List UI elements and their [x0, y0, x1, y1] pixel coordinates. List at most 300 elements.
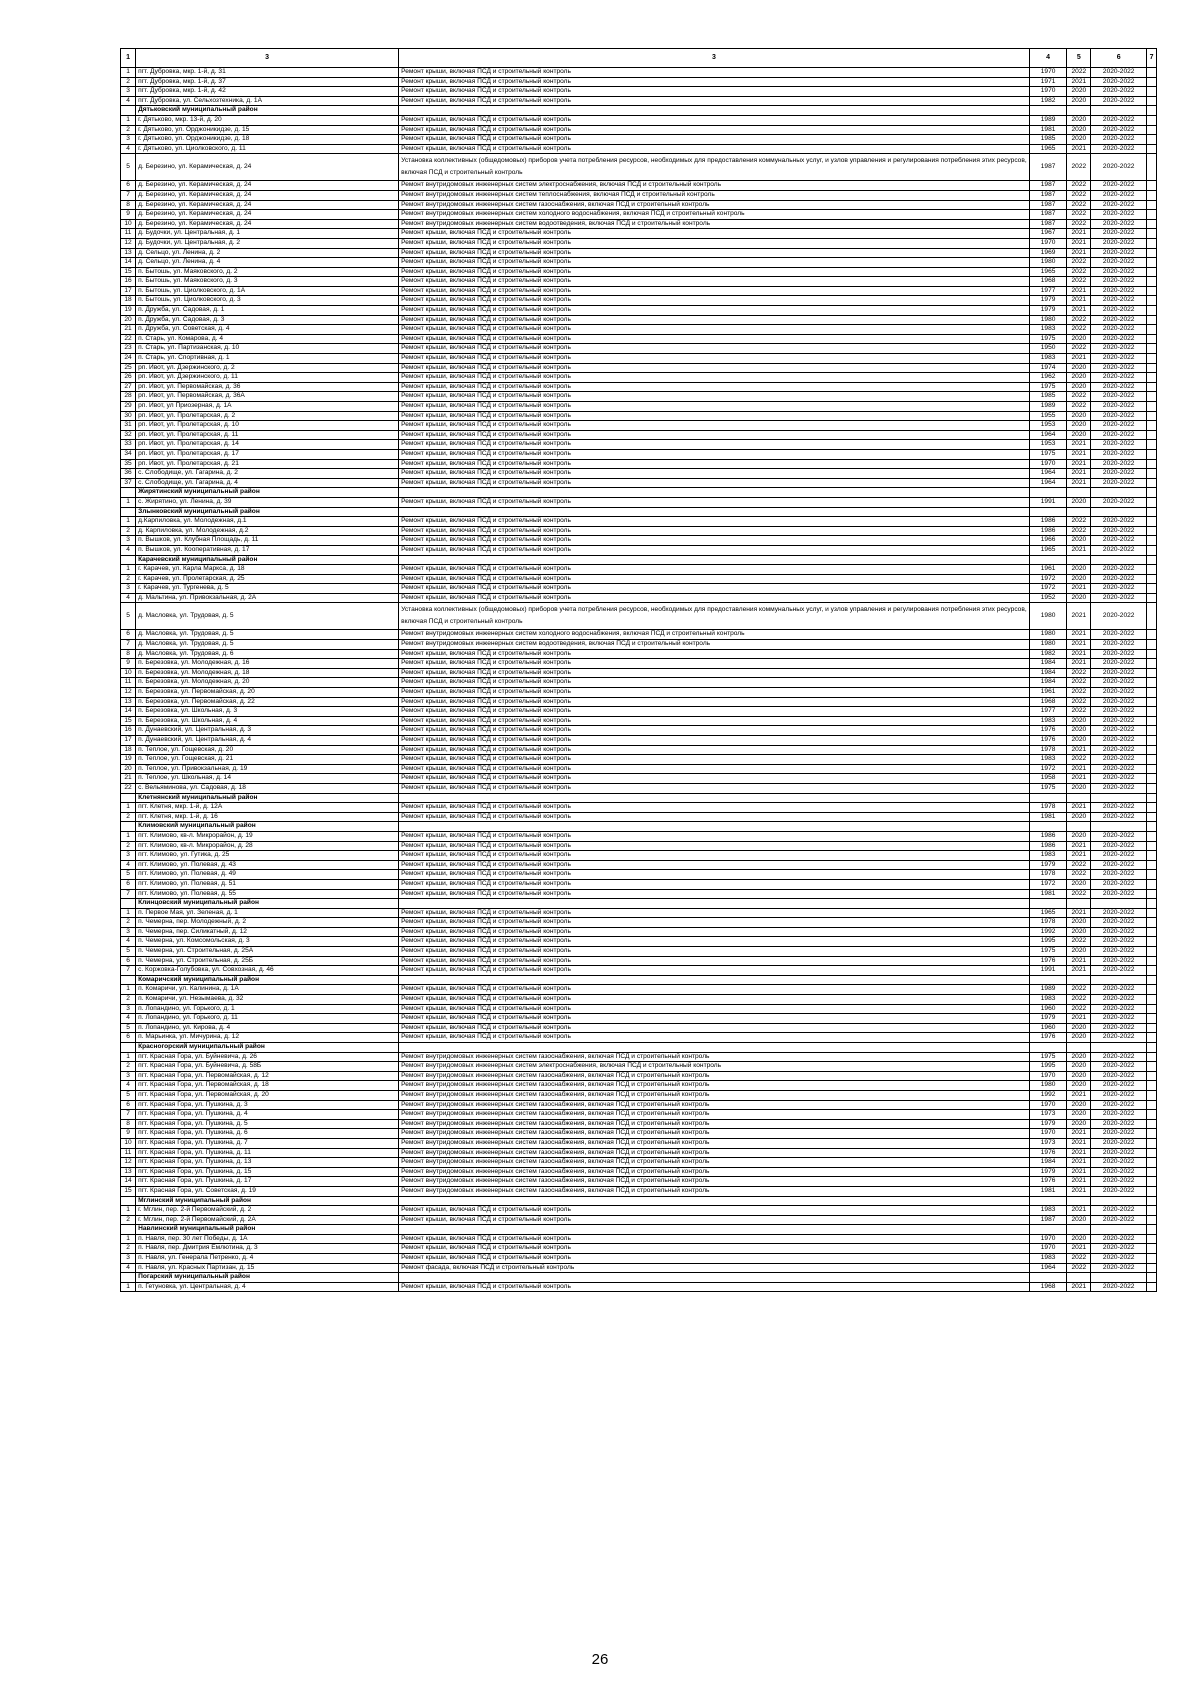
work-type: Ремонт крыши, включая ПСД и строительный контроль — [399, 1254, 1030, 1264]
col-7-cell — [1147, 659, 1157, 669]
row-number: 31 — [121, 421, 136, 431]
period: 2020-2022 — [1091, 1186, 1147, 1196]
district-blank — [1029, 975, 1067, 985]
col-7-cell — [1147, 96, 1157, 106]
year-planned: 2021 — [1067, 774, 1091, 784]
row-number: 2 — [121, 1062, 136, 1072]
year-built: 1987 — [1029, 219, 1067, 229]
row-number: 24 — [121, 354, 136, 364]
address: рп. Ивот, ул. Пролетарская, д. 14 — [136, 440, 399, 450]
row-number: 2 — [121, 1215, 136, 1225]
row-number: 16 — [121, 277, 136, 287]
work-type: Ремонт крыши, включая ПСД и строительный контроль — [399, 860, 1030, 870]
year-planned: 2022 — [1067, 190, 1091, 200]
col-7-cell — [1147, 668, 1157, 678]
period: 2020-2022 — [1091, 1158, 1147, 1168]
table-row — [121, 1033, 1157, 1043]
row-number: 10 — [121, 219, 136, 229]
col-7-cell — [1147, 258, 1157, 268]
col-7-cell — [1147, 831, 1157, 841]
work-type: Ремонт крыши, включая ПСД и строительный контроль — [399, 995, 1030, 1005]
table-row — [121, 248, 1157, 258]
table-row — [121, 144, 1157, 154]
year-planned: 2022 — [1067, 344, 1091, 354]
col-7-cell — [1147, 1071, 1157, 1081]
year-built: 1965 — [1029, 267, 1067, 277]
work-type: Ремонт крыши, включая ПСД и строительный контроль — [399, 889, 1030, 899]
period: 2020-2022 — [1091, 659, 1147, 669]
row-number: 34 — [121, 449, 136, 459]
period: 2020-2022 — [1091, 1244, 1147, 1254]
table-row — [121, 296, 1157, 306]
col-7-cell — [1147, 736, 1157, 746]
year-built: 1972 — [1029, 584, 1067, 594]
year-built: 1970 — [1029, 459, 1067, 469]
year-built: 1987 — [1029, 210, 1067, 220]
col-7-cell — [1147, 77, 1157, 87]
year-built: 1969 — [1029, 248, 1067, 258]
row-number: 33 — [121, 440, 136, 450]
period: 2020-2022 — [1091, 774, 1147, 784]
work-type: Ремонт крыши, включая ПСД и строительный контроль — [399, 870, 1030, 880]
year-planned: 2021 — [1067, 841, 1091, 851]
row-number: 4 — [121, 1014, 136, 1024]
district-row — [121, 488, 1157, 498]
year-planned: 2022 — [1067, 1254, 1091, 1264]
row-number: 3 — [121, 584, 136, 594]
year-built: 1983 — [1029, 851, 1067, 861]
col-7-cell — [1147, 87, 1157, 97]
work-type: Ремонт внутридомовых инженерных систем газоснабжения, включая ПСД и строительный контроль — [399, 1148, 1030, 1158]
year-planned: 2021 — [1067, 1148, 1091, 1158]
address: п. Навля, ул. Генерала Петренко, д. 4 — [136, 1254, 399, 1264]
address: рп. Ивот, ул. Дзержинского, д. 11 — [136, 373, 399, 383]
row-number: 2 — [121, 526, 136, 536]
district-blank — [1067, 555, 1091, 565]
period: 2020-2022 — [1091, 947, 1147, 957]
year-built: 1976 — [1029, 736, 1067, 746]
address: п. Дунаевский, ул. Центральная, д. 4 — [136, 736, 399, 746]
district-blank — [1091, 555, 1147, 565]
table-body — [121, 49, 1157, 1292]
period: 2020-2022 — [1091, 77, 1147, 87]
table-row — [121, 363, 1157, 373]
table-row — [121, 860, 1157, 870]
district-blank — [121, 975, 136, 985]
address: пгт. Климово, ул. Полевая, д. 51 — [136, 879, 399, 889]
header-col-5: 5 — [1067, 49, 1091, 68]
table-row — [121, 1014, 1157, 1024]
year-planned: 2022 — [1067, 68, 1091, 78]
row-number: 6 — [121, 181, 136, 191]
work-type: Ремонт внутридомовых инженерных систем газоснабжения, включая ПСД и строительный контроль — [399, 1081, 1030, 1091]
work-type: Ремонт крыши, включая ПСД и строительный контроль — [399, 707, 1030, 717]
year-built: 1992 — [1029, 1090, 1067, 1100]
year-planned: 2020 — [1067, 593, 1091, 603]
year-built: 1989 — [1029, 985, 1067, 995]
year-built: 1984 — [1029, 668, 1067, 678]
table-row — [121, 783, 1157, 793]
period: 2020-2022 — [1091, 1206, 1147, 1216]
district-blank — [121, 488, 136, 498]
work-type: Ремонт крыши, включая ПСД и строительный контроль — [399, 536, 1030, 546]
year-built: 1976 — [1029, 1148, 1067, 1158]
col-7-cell — [1147, 947, 1157, 957]
row-number: 4 — [121, 1081, 136, 1091]
district-blank — [1067, 1225, 1091, 1235]
address: пгт. Дубровка, мкр. 1-й, д. 37 — [136, 77, 399, 87]
work-type: Ремонт внутридомовых инженерных систем газоснабжения, включая ПСД и строительный контроль — [399, 1186, 1030, 1196]
district-blank — [1067, 793, 1091, 803]
year-planned: 2020 — [1067, 363, 1091, 373]
year-planned: 2020 — [1067, 1110, 1091, 1120]
year-built: 1970 — [1029, 68, 1067, 78]
period: 2020-2022 — [1091, 889, 1147, 899]
work-type: Ремонт крыши, включая ПСД и строительный контроль — [399, 1215, 1030, 1225]
row-number: 35 — [121, 459, 136, 469]
table-row — [121, 1158, 1157, 1168]
district-name: Карачевский муниципальный район — [136, 555, 399, 565]
col-7-cell — [1147, 219, 1157, 229]
district-name: Красногорский муниципальный район — [136, 1043, 399, 1053]
year-planned: 2022 — [1067, 277, 1091, 287]
year-planned: 2021 — [1067, 630, 1091, 640]
year-planned: 2021 — [1067, 764, 1091, 774]
work-type: Ремонт крыши, включая ПСД и строительный контроль — [399, 726, 1030, 736]
work-type: Ремонт крыши, включая ПСД и строительный контроль — [399, 430, 1030, 440]
col-7-cell — [1147, 190, 1157, 200]
row-number: 6 — [121, 630, 136, 640]
year-built: 1968 — [1029, 277, 1067, 287]
year-planned: 2021 — [1067, 1167, 1091, 1177]
period: 2020-2022 — [1091, 649, 1147, 659]
row-number: 1 — [121, 1282, 136, 1292]
year-built: 1976 — [1029, 726, 1067, 736]
district-row — [121, 555, 1157, 565]
row-number: 7 — [121, 889, 136, 899]
year-planned: 2021 — [1067, 1244, 1091, 1254]
year-built: 1991 — [1029, 966, 1067, 976]
row-number: 26 — [121, 373, 136, 383]
table-row — [121, 1138, 1157, 1148]
work-type: Ремонт крыши, включая ПСД и строительный контроль — [399, 985, 1030, 995]
period: 2020-2022 — [1091, 144, 1147, 154]
col-7-cell — [1147, 584, 1157, 594]
year-built: 1987 — [1029, 154, 1067, 181]
work-type: Ремонт крыши, включая ПСД и строительный контроль — [399, 545, 1030, 555]
district-blank — [121, 1273, 136, 1283]
table-row — [121, 937, 1157, 947]
period: 2020-2022 — [1091, 736, 1147, 746]
row-number: 4 — [121, 593, 136, 603]
district-blank — [399, 555, 1030, 565]
work-type: Ремонт крыши, включая ПСД и строительный контроль — [399, 745, 1030, 755]
year-planned: 2021 — [1067, 459, 1091, 469]
col-7-cell — [1147, 1215, 1157, 1225]
table-row — [121, 478, 1157, 488]
work-type: Ремонт крыши, включая ПСД и строительный контроль — [399, 87, 1030, 97]
col-7-cell — [1147, 1119, 1157, 1129]
table-row — [121, 373, 1157, 383]
address: п. Старь, ул. Комарова, д. 4 — [136, 334, 399, 344]
work-type: Ремонт крыши, включая ПСД и строительный контроль — [399, 459, 1030, 469]
period: 2020-2022 — [1091, 363, 1147, 373]
col-7-cell — [1147, 1004, 1157, 1014]
col-7-cell — [1147, 1081, 1157, 1091]
table-row — [121, 430, 1157, 440]
year-planned: 2021 — [1067, 1014, 1091, 1024]
work-type: Ремонт крыши, включая ПСД и строительный контроль — [399, 421, 1030, 431]
year-planned: 2022 — [1067, 889, 1091, 899]
table-row — [121, 755, 1157, 765]
year-planned: 2021 — [1067, 77, 1091, 87]
work-type: Ремонт внутридомовых инженерных систем газоснабжения, включая ПСД и строительный контроль — [399, 1100, 1030, 1110]
period: 2020-2022 — [1091, 478, 1147, 488]
col-7-cell — [1147, 125, 1157, 135]
year-planned: 2021 — [1067, 603, 1091, 630]
col-7-cell — [1147, 688, 1157, 698]
row-number: 1 — [121, 115, 136, 125]
year-planned: 2020 — [1067, 1023, 1091, 1033]
year-planned: 2021 — [1067, 238, 1091, 248]
work-type: Ремонт крыши, включая ПСД и строительный контроль — [399, 354, 1030, 364]
col-7-cell — [1147, 421, 1157, 431]
district-row — [121, 106, 1157, 116]
district-blank — [1091, 106, 1147, 116]
work-type: Ремонт внутридомовых инженерных систем холодного водоснабжения, включая ПСД и строительный контроль — [399, 210, 1030, 220]
year-planned: 2022 — [1067, 697, 1091, 707]
table-row — [121, 659, 1157, 669]
address: рп. Ивот, ул. Пролетарская, д. 21 — [136, 459, 399, 469]
table-row — [121, 267, 1157, 277]
table-row — [121, 344, 1157, 354]
address: п. Лопандино, ул. Горького, д. 11 — [136, 1014, 399, 1024]
period: 2020-2022 — [1091, 115, 1147, 125]
col-7-cell — [1147, 889, 1157, 899]
col-7-cell — [1147, 135, 1157, 145]
work-type: Ремонт внутридомовых инженерных систем холодного водоснабжения, включая ПСД и строительный контроль — [399, 630, 1030, 640]
year-built: 1970 — [1029, 1100, 1067, 1110]
table-row — [121, 1110, 1157, 1120]
period: 2020-2022 — [1091, 200, 1147, 210]
year-built: 1983 — [1029, 995, 1067, 1005]
header-col-2: 3 — [136, 49, 399, 68]
row-number: 25 — [121, 363, 136, 373]
table-row — [121, 630, 1157, 640]
district-blank — [1091, 1225, 1147, 1235]
header-col-6: 6 — [1091, 49, 1147, 68]
col-7-cell — [1147, 334, 1157, 344]
period: 2020-2022 — [1091, 1119, 1147, 1129]
work-type: Ремонт внутридомовых инженерных систем электроснабжения, включая ПСД и строительный контроль — [399, 181, 1030, 191]
year-planned: 2020 — [1067, 1100, 1091, 1110]
address: п. Березовка, ул. Молодежная, д. 16 — [136, 659, 399, 669]
address: пгт. Климово, кв-л. Микрорайон, д. 19 — [136, 831, 399, 841]
col-7-cell — [1147, 68, 1157, 78]
table-row — [121, 851, 1157, 861]
col-7-cell — [1147, 115, 1157, 125]
year-built: 1980 — [1029, 1081, 1067, 1091]
period: 2020-2022 — [1091, 248, 1147, 258]
table-row — [121, 966, 1157, 976]
district-row — [121, 1196, 1157, 1206]
period: 2020-2022 — [1091, 593, 1147, 603]
table-row — [121, 354, 1157, 364]
period: 2020-2022 — [1091, 125, 1147, 135]
address: пгт. Красная Гора, ул. Пушкина, д. 4 — [136, 1110, 399, 1120]
work-type: Ремонт крыши, включая ПСД и строительный контроль — [399, 96, 1030, 106]
work-type: Ремонт внутридомовых инженерных систем газоснабжения, включая ПСД и строительный контроль — [399, 1071, 1030, 1081]
col-7-cell — [1147, 1186, 1157, 1196]
table-row — [121, 831, 1157, 841]
year-planned: 2020 — [1067, 879, 1091, 889]
address: п. Первое Мая, ул. Зеленая, д. 1 — [136, 908, 399, 918]
col-7-cell — [1147, 382, 1157, 392]
year-planned: 2021 — [1067, 449, 1091, 459]
year-built: 1967 — [1029, 229, 1067, 239]
header-col-1: 1 — [121, 49, 136, 68]
row-number: 30 — [121, 411, 136, 421]
period: 2020-2022 — [1091, 258, 1147, 268]
table-row — [121, 200, 1157, 210]
row-number: 2 — [121, 77, 136, 87]
table-row — [121, 956, 1157, 966]
district-blank — [1029, 1043, 1067, 1053]
address: пгт. Красная Гора, ул. Пушкина, д. 11 — [136, 1148, 399, 1158]
work-type: Ремонт внутридомовых инженерных систем газоснабжения, включая ПСД и строительный контроль — [399, 1119, 1030, 1129]
district-blank — [1029, 488, 1067, 498]
col-7-cell — [1147, 181, 1157, 191]
period: 2020-2022 — [1091, 87, 1147, 97]
table-row — [121, 927, 1157, 937]
work-type: Ремонт крыши, включая ПСД и строительный контроль — [399, 363, 1030, 373]
table-row — [121, 918, 1157, 928]
table-row — [121, 306, 1157, 316]
year-planned: 2020 — [1067, 927, 1091, 937]
work-type: Ремонт крыши, включая ПСД и строительный контроль — [399, 574, 1030, 584]
year-built: 1986 — [1029, 831, 1067, 841]
col-7-cell — [1147, 1177, 1157, 1187]
table-row — [121, 707, 1157, 717]
work-type: Установка коллективных (общедомовых) приборов учета потребления ресурсов, необходимых для предоставления коммунальных услуг, и узлов управления и регулирования потребления этих ресурсов, включая ПСД и строительный контроль — [399, 154, 1030, 181]
work-type: Ремонт крыши, включая ПСД и строительный контроль — [399, 258, 1030, 268]
table-row — [121, 803, 1157, 813]
col-7-cell — [1147, 1033, 1157, 1043]
district-blank — [1029, 555, 1067, 565]
district-blank — [1091, 899, 1147, 909]
table-row — [121, 584, 1157, 594]
period: 2020-2022 — [1091, 382, 1147, 392]
year-built: 1981 — [1029, 812, 1067, 822]
col-7-cell — [1147, 697, 1157, 707]
col-7-cell — [1147, 803, 1157, 813]
row-number: 1 — [121, 1206, 136, 1216]
district-row — [121, 1043, 1157, 1053]
district-blank — [1067, 899, 1091, 909]
row-number: 7 — [121, 640, 136, 650]
address: пгт. Климово, ул. Полевая, д. 49 — [136, 870, 399, 880]
work-type: Ремонт крыши, включая ПСД и строительный контроль — [399, 937, 1030, 947]
year-planned: 2021 — [1067, 469, 1091, 479]
period: 2020-2022 — [1091, 267, 1147, 277]
row-number: 12 — [121, 688, 136, 698]
work-type: Ремонт крыши, включая ПСД и строительный контроль — [399, 478, 1030, 488]
year-built: 1986 — [1029, 517, 1067, 527]
work-type: Ремонт крыши, включая ПСД и строительный контроль — [399, 526, 1030, 536]
year-planned: 2021 — [1067, 229, 1091, 239]
address: д. Березино, ул. Керамическая, д. 24 — [136, 219, 399, 229]
district-blank — [1147, 555, 1157, 565]
address: пгт. Клетня, мкр. 1-й, д. 16 — [136, 812, 399, 822]
address: п. Вышков, ул. Клубная Площадь, д. 11 — [136, 536, 399, 546]
address: пгт. Климово, кв-л. Микрорайон, д. 28 — [136, 841, 399, 851]
district-blank — [399, 488, 1030, 498]
district-blank — [1067, 488, 1091, 498]
year-built: 1976 — [1029, 1033, 1067, 1043]
table-row — [121, 593, 1157, 603]
row-number: 5 — [121, 1090, 136, 1100]
year-planned: 2021 — [1067, 1090, 1091, 1100]
table-row — [121, 764, 1157, 774]
address: г. Карачев, ул. Тургенева, д. 5 — [136, 584, 399, 594]
district-name: Злынковский муниципальный район — [136, 507, 399, 517]
table-row — [121, 258, 1157, 268]
row-number: 4 — [121, 937, 136, 947]
district-blank — [121, 555, 136, 565]
col-7-cell — [1147, 449, 1157, 459]
address: г. Дятьково, ул. Орджоникидзе, д. 18 — [136, 135, 399, 145]
year-built: 1970 — [1029, 238, 1067, 248]
work-type: Ремонт крыши, включая ПСД и строительный контроль — [399, 135, 1030, 145]
year-built: 1953 — [1029, 421, 1067, 431]
year-planned: 2020 — [1067, 947, 1091, 957]
work-type: Ремонт крыши, включая ПСД и строительный контроль — [399, 755, 1030, 765]
address: п. Теплое, ул. Гощевская, д. 20 — [136, 745, 399, 755]
year-built: 1982 — [1029, 649, 1067, 659]
col-7-cell — [1147, 545, 1157, 555]
row-number: 15 — [121, 267, 136, 277]
district-blank — [1067, 106, 1091, 116]
table-row — [121, 812, 1157, 822]
table-row — [121, 392, 1157, 402]
year-built: 1972 — [1029, 764, 1067, 774]
district-blank — [399, 899, 1030, 909]
address: п. Комаричи, ул. Незымаева, д. 32 — [136, 995, 399, 1005]
work-type: Ремонт внутридомовых инженерных систем газоснабжения, включая ПСД и строительный контроль — [399, 1167, 1030, 1177]
col-7-cell — [1147, 354, 1157, 364]
year-planned: 2021 — [1067, 354, 1091, 364]
table-row — [121, 603, 1157, 630]
work-type: Ремонт крыши, включая ПСД и строительный контроль — [399, 716, 1030, 726]
address: п. Старь, ул. Партизанская, д. 10 — [136, 344, 399, 354]
row-number: 7 — [121, 1110, 136, 1120]
year-built: 1991 — [1029, 497, 1067, 507]
district-blank — [399, 1043, 1030, 1053]
table-row — [121, 1004, 1157, 1014]
work-type: Ремонт крыши, включая ПСД и строительный контроль — [399, 1282, 1030, 1292]
work-type: Ремонт крыши, включая ПСД и строительный контроль — [399, 947, 1030, 957]
district-row — [121, 1225, 1157, 1235]
district-blank — [1091, 793, 1147, 803]
table-row — [121, 1244, 1157, 1254]
year-built: 1995 — [1029, 1062, 1067, 1072]
period: 2020-2022 — [1091, 908, 1147, 918]
address: рп. Ивот, ул. Пролетарская, д. 11 — [136, 430, 399, 440]
period: 2020-2022 — [1091, 966, 1147, 976]
district-blank — [1029, 1273, 1067, 1283]
year-built: 1987 — [1029, 1215, 1067, 1225]
address: пгт. Климово, ул. Полевая, д. 55 — [136, 889, 399, 899]
